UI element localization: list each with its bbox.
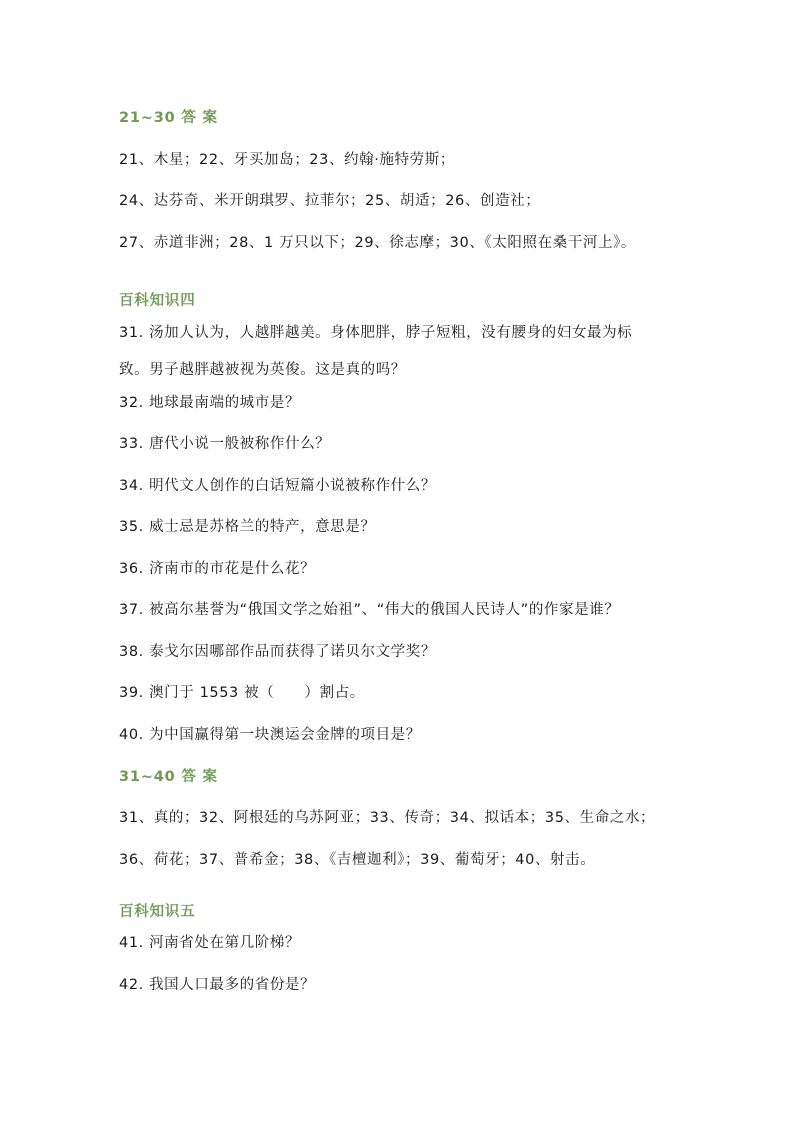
- answer-line: 21、木星；22、牙买加岛；23、约翰·施特劳斯；: [119, 152, 455, 168]
- question-line: 33. 唐代小说一般被称作什么？: [119, 436, 331, 452]
- answer-line: 24、达芬奇、米开朗琪罗、拉菲尔；25、胡适；26、创造社；: [119, 193, 541, 209]
- question-line: 32. 地球最南端的城市是？: [119, 395, 301, 411]
- knowledge-4-heading: 百科知识四: [119, 293, 196, 309]
- answer-line: 31、真的；32、阿根廷的乌苏阿亚；33、传奇；34、拟话本；35、生命之水；: [119, 810, 656, 826]
- question-line: 34. 明代文人创作的白话短篇小说被称作什么？: [119, 478, 436, 494]
- question-line: 37. 被高尔基誉为“俄国文学之始祖”、“伟大的俄国人民诗人”的作家是谁？: [119, 602, 620, 618]
- question-line: 31. 汤加人认为，人越胖越美。身体肥胖，脖子短粗，没有腰身的妇女最为标: [119, 325, 633, 341]
- question-line: 39. 澳门于 1553 被（ ）割占。: [119, 685, 365, 701]
- question-line: 35. 威士忌是苏格兰的特产，意思是？: [119, 519, 376, 535]
- answers-21-30-heading: 21~30 答 案: [119, 110, 218, 126]
- question-line: 36. 济南市的市花是什么花？: [119, 561, 316, 577]
- question-line: 38. 泰戈尔因哪部作品而获得了诺贝尔文学奖？: [119, 644, 436, 660]
- answer-line: 27、赤道非洲；28、1 万只以下；29、徐志摩；30、《太阳照在桑干河上》。: [119, 235, 637, 251]
- question-line: 致。男子越胖越被视为英俊。这是真的吗？: [119, 362, 406, 378]
- question-line: 40. 为中国赢得第一块澳运会金牌的项目是？: [119, 727, 421, 743]
- answer-line: 36、荷花；37、普希金；38、《吉檀迦利》；39、葡萄牙；40、射击。: [119, 852, 596, 868]
- question-line: 42. 我国人口最多的省份是？: [119, 977, 316, 993]
- knowledge-5-heading: 百科知识五: [119, 904, 196, 920]
- answers-31-40-heading: 31~40 答 案: [119, 769, 218, 785]
- question-line: 41. 河南省处在第几阶梯？: [119, 935, 301, 951]
